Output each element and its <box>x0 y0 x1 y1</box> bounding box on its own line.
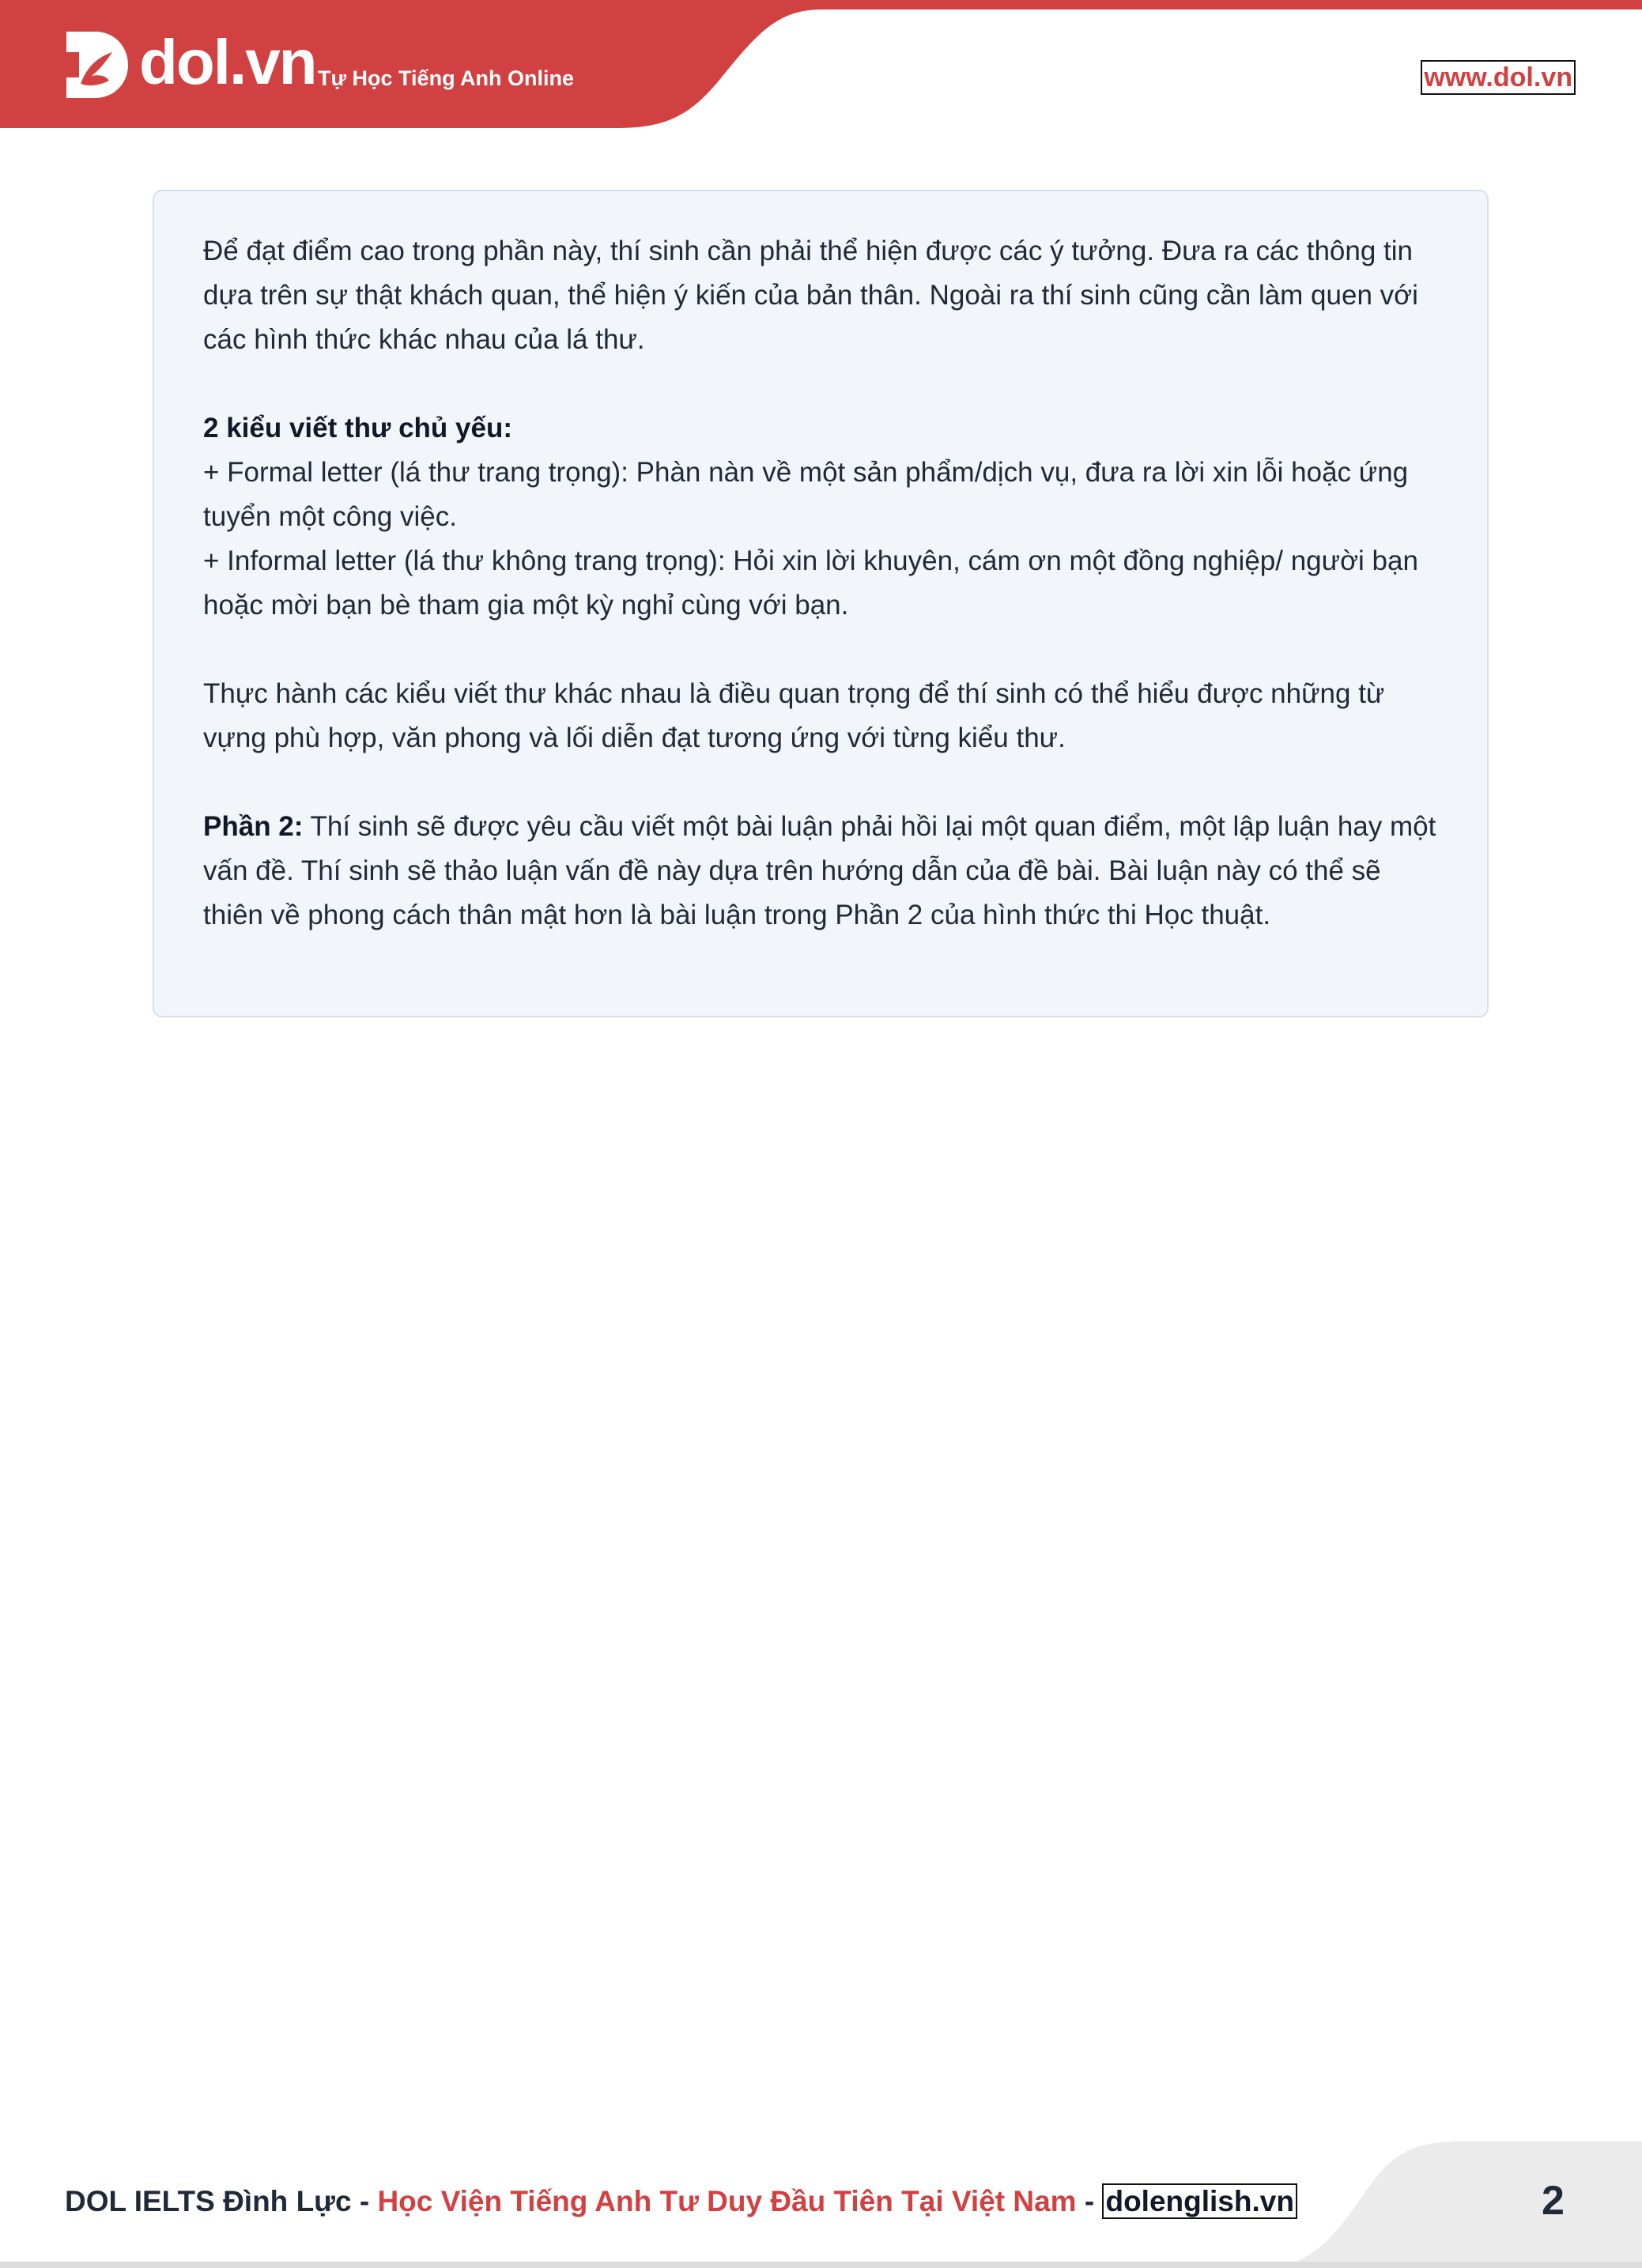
footer-separator: - <box>351 2185 378 2217</box>
paragraph-gap <box>203 760 1440 805</box>
footer-separator: - <box>1076 2185 1103 2217</box>
part2-paragraph <box>203 805 1440 938</box>
formal-letter-item: + Formal letter (lá thư trang trọng): Phàn nàn về một sản phẩm/dịch vụ, đưa ra lời xin lỗi hoặc ứng tuyển một công việc. <box>203 457 1409 532</box>
practice-paragraph: Thực hành các kiểu viết thư khác nhau là điều quan trọng để thí sinh có thể hiểu được những từ vựng phù hợp, văn phong và lối diễn đạt tương ứng với từng kiểu thư. <box>203 678 1385 753</box>
paragraph-gap <box>203 362 1440 406</box>
page-number: 2 <box>1542 2178 1565 2224</box>
footer-slogan: Học Viện Tiếng Anh Tư Duy Đầu Tiên Tại Việt Nam <box>377 2185 1077 2217</box>
footer-text <box>65 2183 1297 2220</box>
footer-brand: DOL IELTS Đình Lực <box>65 2185 352 2217</box>
site-link[interactable]: www.dol.vn <box>1421 60 1576 95</box>
dol-logo-icon <box>63 28 130 100</box>
letter-types-heading <box>203 406 1440 451</box>
content-box <box>153 190 1489 1017</box>
footer-page-tab <box>1263 2138 1642 2268</box>
footer-link[interactable]: dolenglish.vn <box>1102 2183 1297 2219</box>
intro-paragraph: Để đạt điểm cao trong phần này, thí sinh cần phải thể hiện được các ý tưởng. Đưa ra các thông tin dựa trên sự thật khách quan, thể hiện ý kiến của bản thân. Ngoài ra thí sinh cũng cần làm quen với các hình thức khác nhau của lá thư. <box>203 236 1418 355</box>
paragraph-gap <box>203 628 1440 672</box>
part2-label: Phần 2: <box>203 811 304 842</box>
logo-tagline: Tự Học Tiếng Anh Online <box>318 66 575 90</box>
part2-text: Thí sinh sẽ được yêu cầu viết một bài luận phải hồi lại một quan điểm, một lập luận hay một vấn đề. Thí sinh sẽ thảo luận vấn đề này dựa trên hướng dẫn của đề bài. Bài luận này có thể sẽ thiên về phong cách thân mật hơn là bài luận trong Phần 2 của hình thức thi Học thuật. <box>203 811 1436 930</box>
logo-wordmark: dol.vn <box>139 27 316 97</box>
letter-types-heading-text: 2 kiểu viết thư chủ yếu: <box>203 413 512 443</box>
bottom-rule <box>0 2262 1642 2268</box>
informal-letter-item: + Informal letter (lá thư không trang trọng): Hỏi xin lời khuyên, cám ơn một đồng nghiệp/ người bạn hoặc mời bạn bè tham gia một kỳ nghỉ cùng với bạn. <box>203 545 1418 621</box>
